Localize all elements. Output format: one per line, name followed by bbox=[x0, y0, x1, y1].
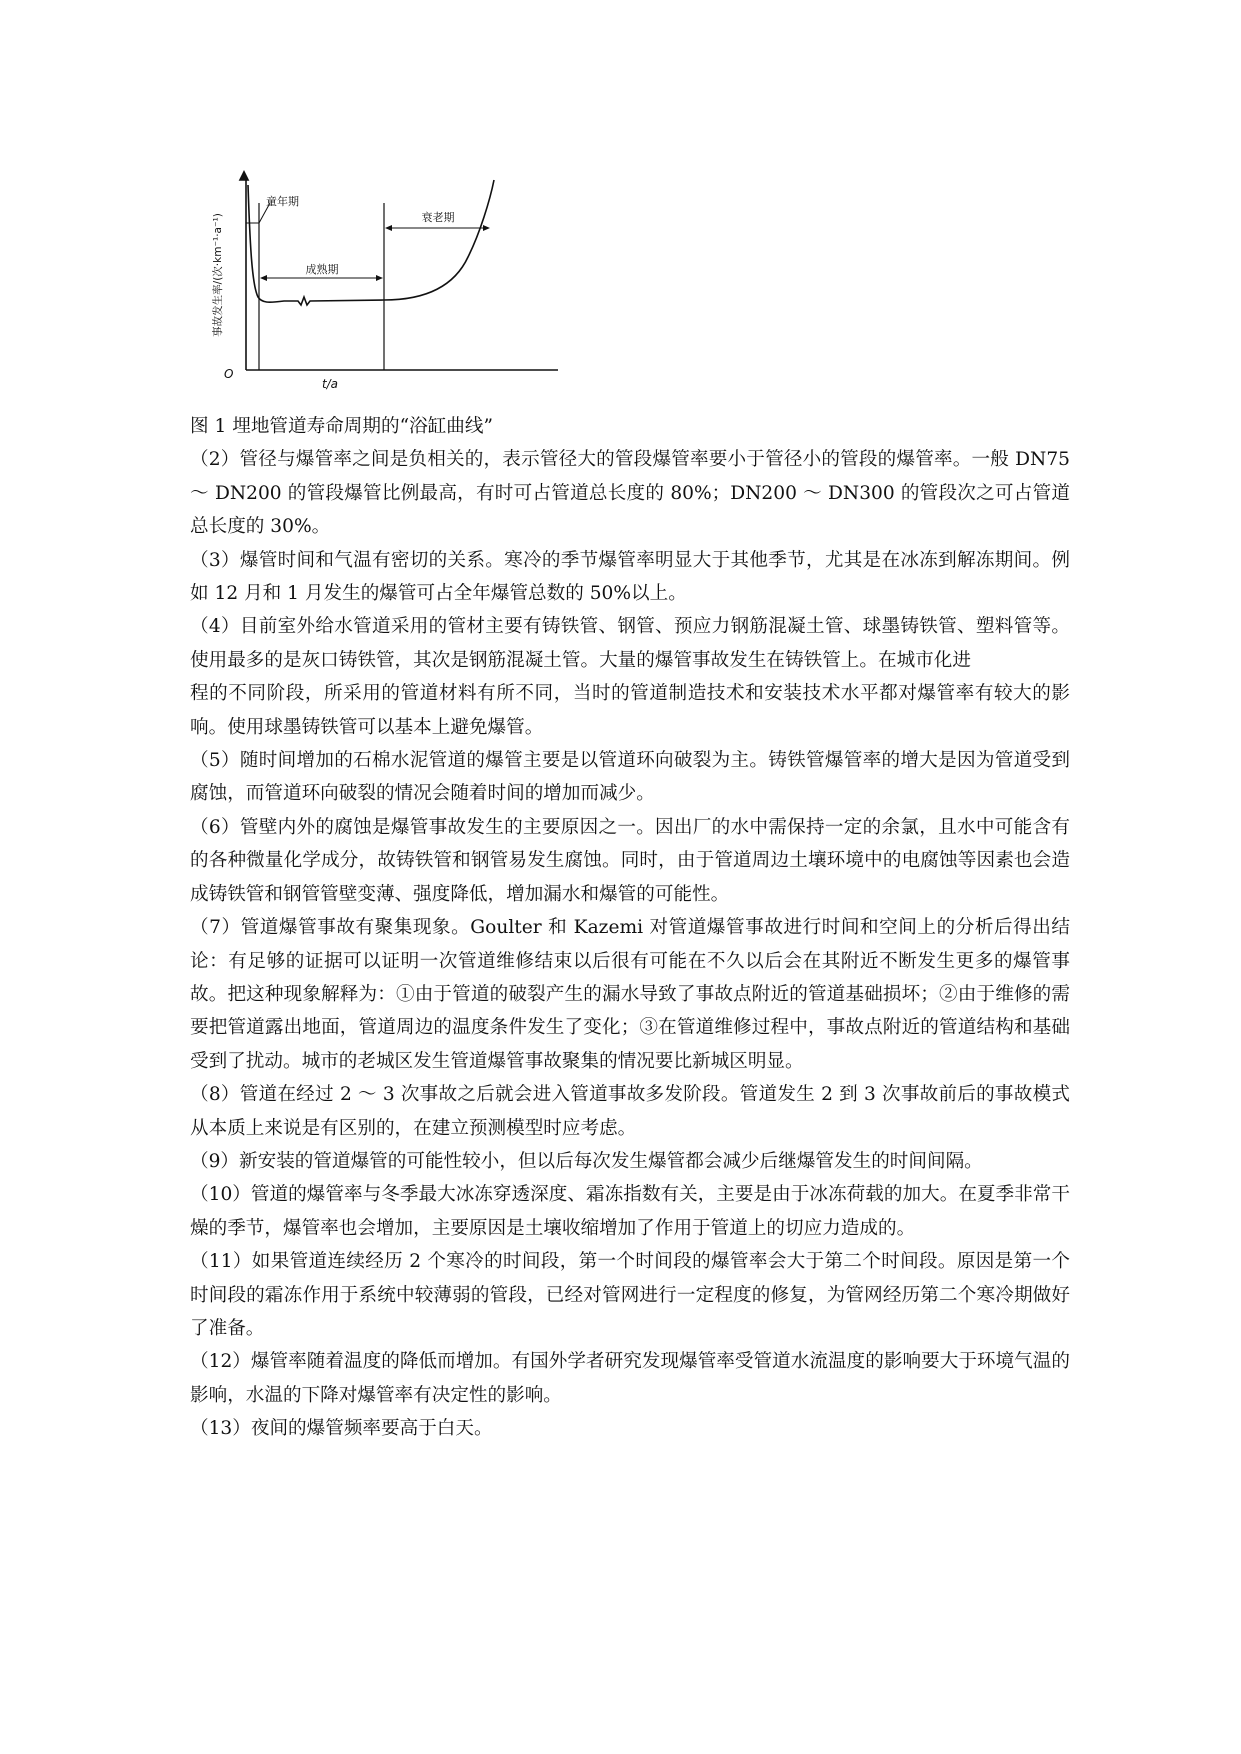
phase-label-infant: 童年期 bbox=[266, 195, 299, 208]
paragraph-8: （8）管道在经过 2 ～ 3 次事故之后就会进入管道事故多发阶段。管道发生 2 到 3 次事故前后的事故模式从本质上来说是有区别的，在建立预测模型时应考虑。 bbox=[190, 1084, 1070, 1139]
paragraph-3: （3）爆管时间和气温有密切的关系。寒冷的季节爆管率明显大于其他季节，尤其是在冰冻到解冻期间。例如 12 月和 1 月发生的爆管可占全年爆管总数的 50%以上。 bbox=[190, 549, 1070, 605]
paragraph-4-continued: 程的不同阶段，所采用的管道材料有所不同，当时的管道制造技术和安装技术水平都对爆管率有较大的影响。使用球墨铸铁管可以基本上避免爆管。 bbox=[190, 683, 1070, 738]
paragraph-10: （10）管道的爆管率与冬季最大冰冻穿透深度、霜冻指数有关，主要是由于冰冻荷载的加大。在夏季非常干燥的季节，爆管率也会增加，主要原因是土壤收缩增加了作用于管道上的切应力造成的。 bbox=[190, 1184, 1070, 1239]
maturity-arrowhead-left bbox=[260, 275, 267, 281]
paragraph-12: （12）爆管率随着温度的降低而增加。有国外学者研究发现爆管率受管道水流温度的影响要大于环境气温的影响，水温的下降对爆管率有决定性的影响。 bbox=[190, 1351, 1070, 1406]
figure-caption: 图 1 埋地管道寿命周期的“浴缸曲线” bbox=[190, 416, 493, 437]
maturity-arrowhead-right bbox=[376, 275, 383, 281]
paragraph-9: （9）新安装的管道爆管的可能性较小，但以后每次发生爆管都会减少后继爆管发生的时间间隔。 bbox=[190, 1150, 983, 1172]
y-axis-label: 事故发生率/(次·km⁻¹·a⁻¹) bbox=[212, 213, 224, 337]
aging-arrowhead-left bbox=[385, 225, 392, 231]
paragraph-4: （4）目前室外给水管道采用的管材主要有铸铁管、钢管、预应力钢筋混凝土管、球墨铸铁管、塑料管等。使用最多的是灰口铸铁管，其次是钢筋混凝土管。大量的爆管事故发生在铸铁管上。在城市化进 bbox=[190, 616, 1070, 671]
aging-arrowhead-right bbox=[483, 225, 490, 231]
bathtub-curve-figure bbox=[204, 165, 574, 405]
phase-label-aging: 衰老期 bbox=[421, 211, 455, 224]
x-axis-label: t/a bbox=[321, 377, 339, 391]
paragraph-11: （11）如果管道连续经历 2 个寒冷的时间段，第一个时间段的爆管率会大于第二个时间段。原因是第一个时间段的霜冻作用于系统中较薄弱的管段，已经对管网进行一定程度的修复，为管网经历第二个寒冷期做好了准备。 bbox=[190, 1251, 1070, 1339]
paragraph-2: （2）管径与爆管率之间是负相关的，表示管径大的管段爆管率要小于管径小的管段的爆管率。一般 DN75 ～ DN200 的管段爆管比例最高，有时可占管道总长度的 80%；DN200 ～ DN300 的管段次之可占管道总长度的 30%。 bbox=[190, 449, 1070, 538]
bathtub-curve-diagram bbox=[204, 165, 574, 405]
document-body bbox=[190, 410, 1070, 1446]
paragraph-6: （6）管壁内外的腐蚀是爆管事故发生的主要原因之一。因出厂的水中需保持一定的余氯，且水中可能含有的各种微量化学成分，故铸铁管和钢管易发生腐蚀。同时，由于管道周边土壤环境中的电腐蚀等因素也会造成铸铁管和钢管管壁变薄、强度降低，增加漏水和爆管的可能性。 bbox=[190, 816, 1070, 905]
paragraph-7: （7）管道爆管事故有聚集现象。Goulter 和 Kazemi 对管道爆管事故进行时间和空间上的分析后得出结论：有足够的证据可以证明一次管道维修结束以后很有可能在不久以后会在其附近不断发生更多的爆管事故。把这种现象解释为：①由于管道的破裂产生的漏水导致了事故点附近的管道基础损坏；②由于维修的需要把管道露出地面，管道周边的温度条件发生了变化；③在管道维修过程中，事故点附近的管道结构和基础受到了扰动。城市的老城区发生管道爆管事故聚集的情况要比新城区明显。 bbox=[190, 917, 1070, 1072]
paragraph-13: （13）夜间的爆管频率要高于白天。 bbox=[190, 1418, 493, 1440]
y-axis-arrow: ▲ bbox=[238, 167, 250, 183]
origin-label: O bbox=[224, 367, 234, 381]
paragraph-5: （5）随时间增加的石棉水泥管道的爆管主要是以管道环向破裂为主。铸铁管爆管率的增大是因为管道受到腐蚀，而管道环向破裂的情况会随着时间的增加而减少。 bbox=[190, 750, 1070, 805]
phase-label-mature: 成熟期 bbox=[305, 263, 339, 276]
